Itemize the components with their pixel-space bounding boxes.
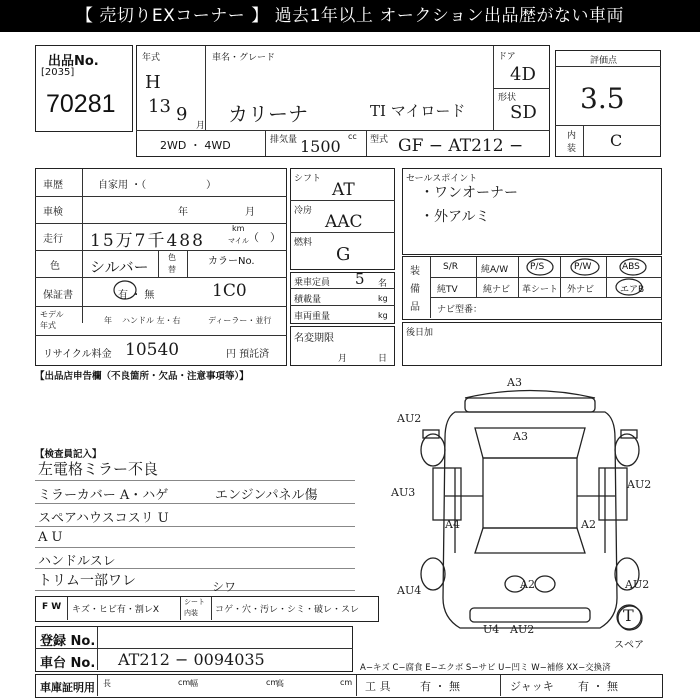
history-value: 自家用 ・（ ） — [98, 180, 217, 191]
tools-options: 有 ・ 無 — [420, 680, 460, 693]
inspector-side-note: エンジンパネル傷 — [215, 488, 318, 503]
shape-label: 形状 — [498, 93, 517, 103]
fw-seat-mark: シワ — [212, 580, 237, 594]
interior-label-1: 内 — [567, 131, 577, 141]
displacement-label: 排気量 — [270, 135, 298, 145]
doors-label: ドア — [498, 52, 516, 62]
spare-mark: T — [623, 606, 634, 625]
shift-value: AT — [332, 180, 355, 200]
damage-mark: A3 — [507, 376, 522, 389]
capacity-value: 5 — [355, 270, 365, 288]
equip-leather: 革シート — [522, 285, 559, 295]
damage-mark: AU4 — [397, 584, 422, 597]
year-era: H — [145, 72, 161, 93]
recycle-label: リサイクル料金 — [43, 349, 112, 360]
capacity-unit: 名 — [378, 279, 388, 289]
shaken-label: 車検 — [43, 207, 63, 218]
fw-seat-1: シート — [184, 598, 205, 606]
lot-label: 出品No. — [48, 54, 99, 69]
score-value: 3.5 — [580, 82, 625, 115]
inspector-note-5: ハンドルスレ — [38, 554, 116, 569]
model-year-label-1: モデル — [40, 310, 64, 319]
load-label: 積載量 — [294, 295, 322, 305]
chassis-value: AT212 − 0094035 — [118, 650, 265, 669]
model-year-label-2: 年式 — [40, 321, 56, 330]
cert-width-unit: cm — [266, 678, 279, 687]
equip-aw: 純A/W — [481, 265, 509, 275]
equip-abs: ABS — [622, 262, 640, 272]
corner-code: [2035] — [41, 67, 75, 78]
history-label: 車歴 — [43, 180, 63, 191]
shaken-year: 年 — [178, 207, 188, 218]
color-change-1: 色 — [168, 253, 176, 262]
displacement-value: 1500 — [300, 137, 341, 156]
interior-label-2: 装 — [567, 144, 577, 154]
load-unit: kg — [378, 294, 388, 303]
color-change-2: 替 — [168, 265, 176, 274]
damage-mark: A3 — [513, 430, 528, 443]
navi-model-label: ナビ型番： — [437, 305, 483, 315]
car-name: カリーナ — [228, 102, 308, 126]
lot-number: 70281 — [46, 90, 116, 118]
damage-mark: A2 — [520, 578, 535, 591]
inspector-note-1: 左電格ミラー不良 — [38, 460, 159, 478]
damage-mark: AU2 — [397, 412, 422, 425]
spare-label: スペア — [614, 640, 644, 651]
damage-mark: U4 — [483, 623, 500, 636]
damage-mark: A2 — [581, 518, 596, 531]
cert-height-unit: cm — [340, 678, 353, 687]
name-change-month: 月 — [338, 354, 348, 364]
score-label: 評価点 — [590, 56, 618, 66]
equip-airbag: エアB — [620, 285, 645, 295]
recycle-value: 10540 — [125, 340, 180, 360]
equip-ps: P/S — [530, 262, 545, 272]
inspector-note-4: A U — [38, 530, 63, 545]
warranty-value: 1C0 — [212, 281, 247, 301]
name-change-day: 日 — [378, 354, 388, 364]
equipment-label-2: 備 — [410, 284, 420, 295]
page-header: 【 売切りEXコーナー 】 過去1年以上 オークション出品歴がない車両 — [0, 0, 700, 32]
recycle-unit: 円 預託済 — [226, 349, 270, 360]
sales-point-label: セールスポイント — [406, 174, 478, 184]
left-info-table — [35, 168, 287, 366]
posted-later-box — [402, 322, 662, 366]
cert-label: 車庫証明用 — [40, 681, 95, 694]
fw-seat-2: 内装 — [184, 609, 198, 617]
cooling-value: AAC — [325, 212, 363, 232]
mileage-label: 走行 — [43, 234, 63, 245]
interior-value: C — [610, 131, 623, 150]
month-suffix: 月 — [196, 121, 206, 131]
shift-label: シフト — [294, 174, 322, 184]
equipment-label-1: 装 — [410, 266, 420, 277]
damage-mark: AU3 — [391, 486, 416, 499]
equip-navi: 純ナビ — [483, 285, 511, 295]
equip-ext-navi: 外ナビ — [567, 285, 595, 295]
jack-options: 有 ・ 無 — [578, 680, 618, 693]
mileage-unit-km: km — [232, 224, 245, 233]
weight-label: 車両重量 — [294, 312, 331, 322]
color-code-label: カラーNo. — [208, 256, 255, 267]
inspector-note-2: ミラーカバー A・ハゲ — [38, 488, 169, 503]
inspector-note-3: スペアハウスコスリ U — [38, 511, 169, 526]
doors-value: 4D — [510, 64, 536, 85]
warranty-options: 有 ・ 無 — [118, 290, 155, 301]
displacement-unit: cc — [348, 132, 357, 141]
drive-options: 2WD ・ 4WD — [160, 139, 231, 152]
jack-label: ジャッキ — [510, 680, 554, 693]
capacity-label: 乗車定員 — [294, 278, 331, 288]
cert-length: 長 — [103, 679, 111, 688]
fuel-value: G — [336, 244, 351, 265]
model-label: 型式 — [370, 135, 389, 145]
color-label: 色 — [50, 261, 60, 272]
chassis-label: 車台 No. — [40, 656, 96, 671]
fuel-label: 燃料 — [294, 238, 313, 248]
model-year-dealer: ディーラー・並行 — [208, 316, 272, 325]
warranty-yes-circle — [112, 278, 138, 302]
equipment-circles — [518, 257, 662, 297]
tools-label: 工 具 — [365, 680, 391, 693]
cert-height: 高 — [276, 679, 284, 688]
cert-length-unit: cm — [178, 678, 191, 687]
month-value: 9 — [176, 104, 188, 125]
equip-pw: P/W — [574, 262, 592, 272]
mileage-value: 15万7千488 — [90, 231, 205, 251]
registration-label: 登録 No. — [40, 634, 96, 649]
weight-unit: kg — [378, 311, 388, 320]
cert-width: 幅 — [190, 679, 198, 688]
model-year-year: 年 — [104, 316, 112, 325]
damage-marks — [390, 376, 651, 636]
damage-mark: A4 — [445, 518, 460, 531]
inspector-note-6: トリム一部ワレ — [38, 573, 136, 589]
fw-items: キズ・ヒビ有・割レX — [72, 605, 159, 615]
year-label: 年式 — [142, 53, 161, 63]
seller-note-label: 【出品店申告欄（不良箇所・欠品・注意事項等）】 — [35, 371, 249, 382]
mileage-unit-mile: マイル — [228, 237, 249, 245]
sales-item-1: ・ワンオーナー — [420, 185, 518, 201]
lot-box — [35, 45, 133, 132]
equip-sr: S/R — [443, 262, 458, 272]
model-year-handle: ハンドル 左・右 — [122, 316, 181, 325]
fw-label: F W — [42, 602, 62, 612]
inspector-label: 【検査員記入】 — [35, 449, 102, 460]
car-name-label: 車名・グレード — [212, 53, 276, 63]
damage-mark: AU2 — [627, 478, 652, 491]
name-change-label: 名変期限 — [294, 333, 334, 344]
posted-later-label: 後日加 — [406, 328, 434, 338]
mileage-paren: （ ） — [248, 231, 281, 244]
equip-tv: 純TV — [437, 285, 458, 295]
color-value: シルバー — [90, 258, 149, 276]
cooling-label: 冷房 — [294, 206, 313, 216]
equipment-label-3: 品 — [410, 302, 420, 313]
fw-seat-items: コゲ・穴・汚レ・シミ・破レ・スレ — [215, 605, 360, 615]
shape-value: SD — [510, 102, 537, 123]
model-value: GF − AT212 − — [398, 136, 524, 156]
damage-mark: AU2 — [625, 578, 650, 591]
warranty-label: 保証書 — [43, 290, 73, 301]
year-value: 13 — [148, 96, 171, 117]
shaken-month: 月 — [245, 207, 255, 218]
sales-item-2: ・外アルミ — [420, 209, 490, 225]
car-grade: TI マイロード — [370, 102, 466, 120]
damage-mark: AU2 — [510, 623, 535, 636]
damage-legend: A−キズ C−腐食 E−エクボ S−サビ U−凹ミ W−補修 XX−交換済 — [360, 663, 611, 673]
